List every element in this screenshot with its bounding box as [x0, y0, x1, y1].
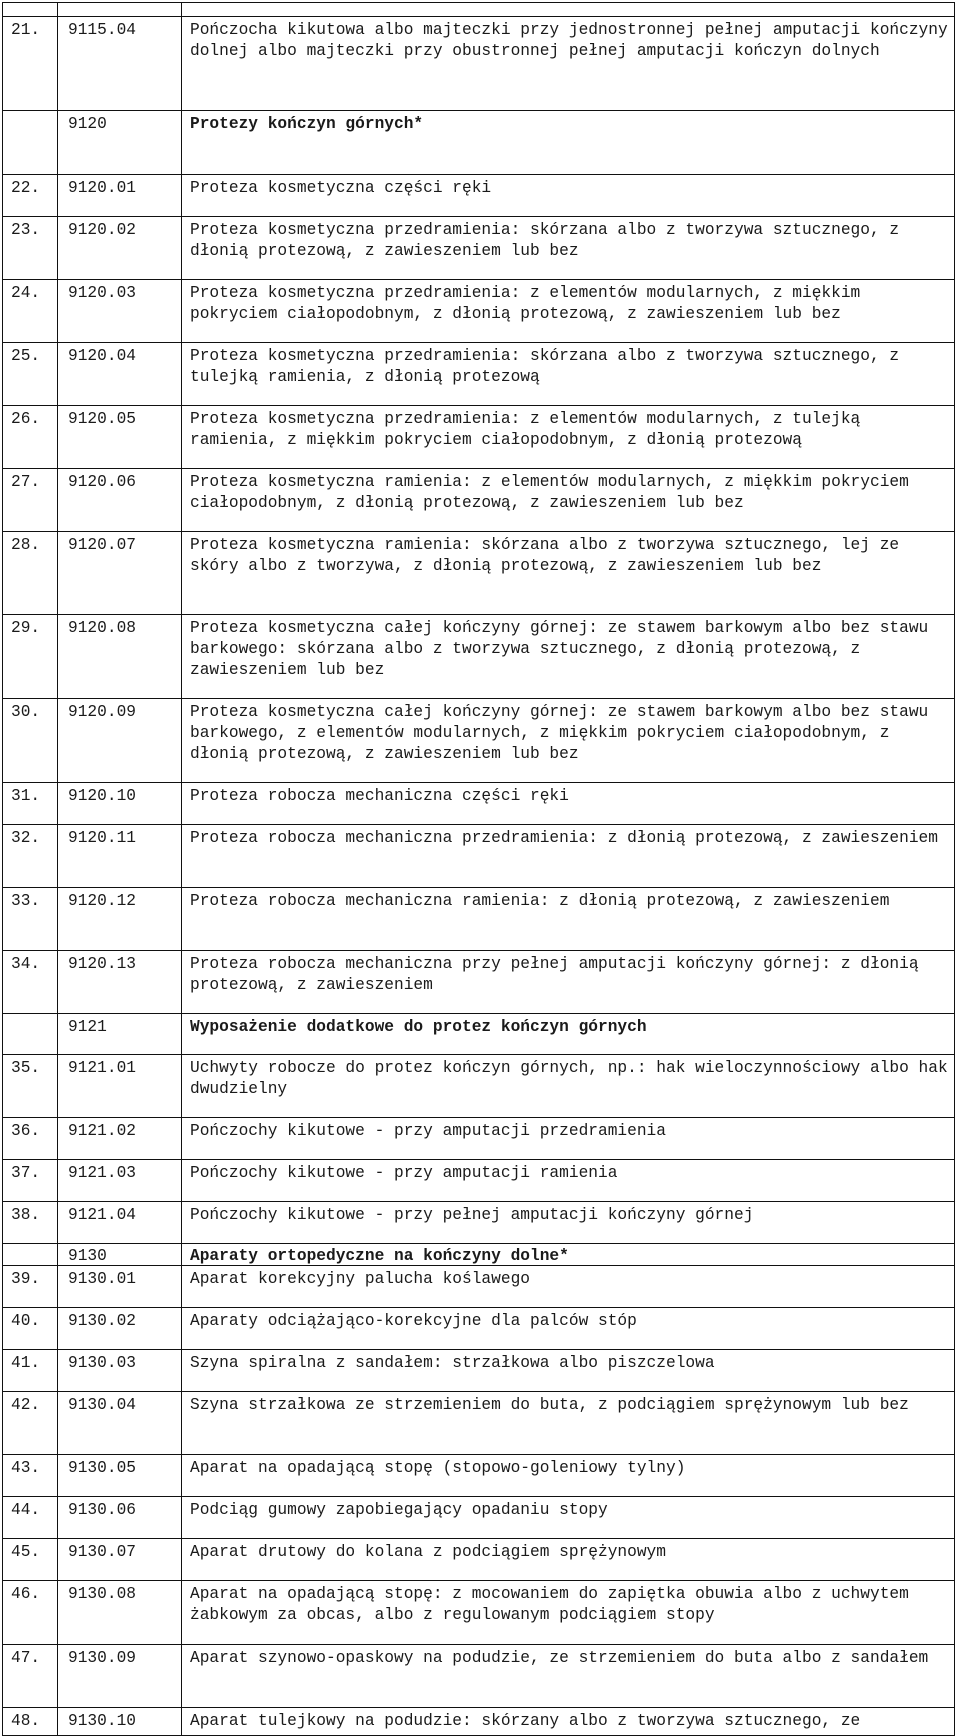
table-row [3, 1160, 955, 1202]
cell-description: Proteza robocza mechaniczna części ręki [182, 783, 955, 825]
table-row [3, 615, 955, 699]
cell-code: 9120.06 [58, 469, 182, 532]
table-row [3, 1455, 955, 1497]
cell-description: Proteza kosmetyczna ramienia: skórzana albo z tworzywa sztucznego, lej ze skóry albo z tworzywa, z dłonią protezową, z zawieszeniem lub bez [182, 532, 955, 615]
cell-code: 9130.08 [58, 1581, 182, 1645]
section-title: Wyposażenie dodatkowe do protez kończyn górnych [182, 1014, 955, 1055]
cell-code: 9120.13 [58, 951, 182, 1014]
cell-description: Aparat na opadającą stopę (stopowo-goleniowy tylny) [182, 1455, 955, 1497]
cell-lp: 44. [3, 1497, 58, 1539]
table-row [3, 825, 955, 888]
cell-code: 9115.04 [58, 17, 182, 111]
table-row [3, 406, 955, 469]
cell-lp: 45. [3, 1539, 58, 1581]
table-row [3, 1118, 955, 1160]
cell-code: 9130.10 [58, 1708, 182, 1736]
cell-lp [3, 111, 58, 175]
cell-description: Proteza kosmetyczna przedramienia: z elementów modularnych, z tulejką ramienia, z miękkim pokryciem ciałopodobnym, z dłonią protezową [182, 406, 955, 469]
table-row [3, 343, 955, 406]
cell-description: Aparaty odciążająco-korekcyjne dla palców stóp [182, 1308, 955, 1350]
cell-lp: 39. [3, 1266, 58, 1308]
cell-description: Proteza robocza mechaniczna ramienia: z dłonią protezową, z zawieszeniem [182, 888, 955, 951]
table-row [3, 1266, 955, 1308]
cell-description: Proteza kosmetyczna części ręki [182, 175, 955, 217]
cell-lp: 36. [3, 1118, 58, 1160]
cell-code: 9120.09 [58, 699, 182, 783]
cell-code: 9121.04 [58, 1202, 182, 1244]
cell-lp: 46. [3, 1581, 58, 1645]
section-header-row [3, 1014, 955, 1055]
cell-description: Aparat szynowo-opaskowy na podudzie, ze strzemieniem do buta albo z sandałem [182, 1645, 955, 1708]
cell-code: 9120.03 [58, 280, 182, 343]
cell-description: Pończocha kikutowa albo majteczki przy jednostronnej pełnej amputacji kończyny dolnej albo majteczki przy obustronnej pełnej amputacji kończyn dolnych [182, 17, 955, 111]
cell-code: 9121.02 [58, 1118, 182, 1160]
section-code: 9130 [58, 1244, 182, 1266]
cell-code: 9120.01 [58, 175, 182, 217]
cell-description: Podciąg gumowy zapobiegający opadaniu stopy [182, 1497, 955, 1539]
table-row [3, 1539, 955, 1581]
cell-lp: 31. [3, 783, 58, 825]
table-row [3, 1497, 955, 1539]
cell-lp: 23. [3, 217, 58, 280]
cell-lp: 27. [3, 469, 58, 532]
cell-description: Aparat drutowy do kolana z podciągiem sprężynowym [182, 1539, 955, 1581]
cell-lp: 30. [3, 699, 58, 783]
section-code: 9120 [58, 111, 182, 175]
cell-code: 9130.07 [58, 1539, 182, 1581]
table-row [3, 280, 955, 343]
table-row [3, 469, 955, 532]
section-title: Protezy kończyn górnych* [182, 111, 955, 175]
cell-description: Uchwyty robocze do protez kończyn górnych, np.: hak wieloczynnościowy albo hak dwudzielny [182, 1055, 955, 1118]
table-row [3, 888, 955, 951]
cell-code [58, 3, 182, 17]
cell-lp: 22. [3, 175, 58, 217]
cell-code: 9120.05 [58, 406, 182, 469]
cell-code: 9130.05 [58, 1455, 182, 1497]
cell-lp [3, 1014, 58, 1055]
cell-code: 9120.12 [58, 888, 182, 951]
cell-description: Pończochy kikutowe - przy amputacji przedramienia [182, 1118, 955, 1160]
cell-description: Proteza kosmetyczna ramienia: z elementów modularnych, z miękkim pokryciem ciałopodobnym, z dłonią protezową, z zawieszeniem lub bez [182, 469, 955, 532]
cell-lp [3, 3, 58, 17]
table-row [3, 1645, 955, 1708]
catalog-table [2, 2, 955, 1736]
cell-lp: 28. [3, 532, 58, 615]
cell-description: Szyna strzałkowa ze strzemieniem do buta, z podciągiem sprężynowym lub bez [182, 1392, 955, 1455]
cell-description: Pończochy kikutowe - przy amputacji ramienia [182, 1160, 955, 1202]
cell-code: 9130.06 [58, 1497, 182, 1539]
section-header-row [3, 1244, 955, 1266]
cell-description [182, 3, 955, 17]
cell-description: Pończochy kikutowe - przy pełnej amputacji kończyny górnej [182, 1202, 955, 1244]
cell-description: Szyna spiralna z sandałem: strzałkowa albo piszczelowa [182, 1350, 955, 1392]
table-row [3, 1308, 955, 1350]
table-row [3, 175, 955, 217]
cell-lp: 21. [3, 17, 58, 111]
cell-lp: 33. [3, 888, 58, 951]
cell-code: 9120.11 [58, 825, 182, 888]
cell-code: 9120.07 [58, 532, 182, 615]
cell-lp: 26. [3, 406, 58, 469]
cell-code: 9130.01 [58, 1266, 182, 1308]
cell-description: Aparat na opadającą stopę: z mocowaniem do zapiętka obuwia albo z uchwytem żabkowym za obcas, albo z regulowanym podciągiem stopy [182, 1581, 955, 1645]
cell-code: 9120.08 [58, 615, 182, 699]
cell-lp [3, 1244, 58, 1266]
cell-code: 9121.01 [58, 1055, 182, 1118]
cell-description: Aparat tulejkowy na podudzie: skórzany albo z tworzywa sztucznego, ze [182, 1708, 955, 1736]
table-row [3, 1392, 955, 1455]
table-row [3, 783, 955, 825]
cell-lp: 35. [3, 1055, 58, 1118]
cell-description: Proteza kosmetyczna przedramienia: z elementów modularnych, z miękkim pokryciem ciałopodobnym, z dłonią protezową, z zawieszeniem lub bez [182, 280, 955, 343]
cell-code: 9130.02 [58, 1308, 182, 1350]
cell-lp: 24. [3, 280, 58, 343]
table-row [3, 699, 955, 783]
cell-description: Proteza kosmetyczna przedramienia: skórzana albo z tworzywa sztucznego, z tulejką ramienia, z dłonią protezową [182, 343, 955, 406]
cell-code: 9120.02 [58, 217, 182, 280]
cell-lp: 38. [3, 1202, 58, 1244]
cell-description: Proteza robocza mechaniczna przy pełnej amputacji kończyny górnej: z dłonią protezową, z zawieszeniem [182, 951, 955, 1014]
table-body [3, 3, 955, 1736]
cell-description: Proteza robocza mechaniczna przedramienia: z dłonią protezową, z zawieszeniem [182, 825, 955, 888]
cell-code: 9130.03 [58, 1350, 182, 1392]
cell-lp: 47. [3, 1645, 58, 1708]
cell-lp: 42. [3, 1392, 58, 1455]
cell-description: Proteza kosmetyczna przedramienia: skórzana albo z tworzywa sztucznego, z dłonią protezową, z zawieszeniem lub bez [182, 217, 955, 280]
cell-description: Proteza kosmetyczna całej kończyny górnej: ze stawem barkowym albo bez stawu barkowego: skórzana albo z tworzywa sztucznego, z dłonią protezową, z zawieszeniem lub bez [182, 615, 955, 699]
table-row [3, 1202, 955, 1244]
cell-lp: 34. [3, 951, 58, 1014]
section-header-row [3, 111, 955, 175]
cell-lp: 40. [3, 1308, 58, 1350]
cell-code: 9121.03 [58, 1160, 182, 1202]
table-row [3, 1055, 955, 1118]
cell-lp: 48. [3, 1708, 58, 1736]
table-row [3, 1708, 955, 1736]
table-row [3, 1350, 955, 1392]
table-row [3, 1581, 955, 1645]
table-spacer-row [3, 3, 955, 17]
cell-lp: 37. [3, 1160, 58, 1202]
cell-code: 9120.04 [58, 343, 182, 406]
table-row [3, 217, 955, 280]
section-code: 9121 [58, 1014, 182, 1055]
cell-lp: 25. [3, 343, 58, 406]
cell-lp: 43. [3, 1455, 58, 1497]
cell-code: 9130.09 [58, 1645, 182, 1708]
cell-description: Aparat korekcyjny palucha koślawego [182, 1266, 955, 1308]
cell-code: 9120.10 [58, 783, 182, 825]
section-title: Aparaty ortopedyczne na kończyny dolne* [182, 1244, 955, 1266]
cell-lp: 29. [3, 615, 58, 699]
cell-description: Proteza kosmetyczna całej kończyny górnej: ze stawem barkowym albo bez stawu barkowego, z elementów modularnych, z miękkim pokryciem ciałopodobnym, z dłonią protezową, z zawieszeniem lub bez [182, 699, 955, 783]
cell-code: 9130.04 [58, 1392, 182, 1455]
table-row [3, 951, 955, 1014]
table-row [3, 532, 955, 615]
cell-lp: 32. [3, 825, 58, 888]
table-row [3, 17, 955, 111]
cell-lp: 41. [3, 1350, 58, 1392]
